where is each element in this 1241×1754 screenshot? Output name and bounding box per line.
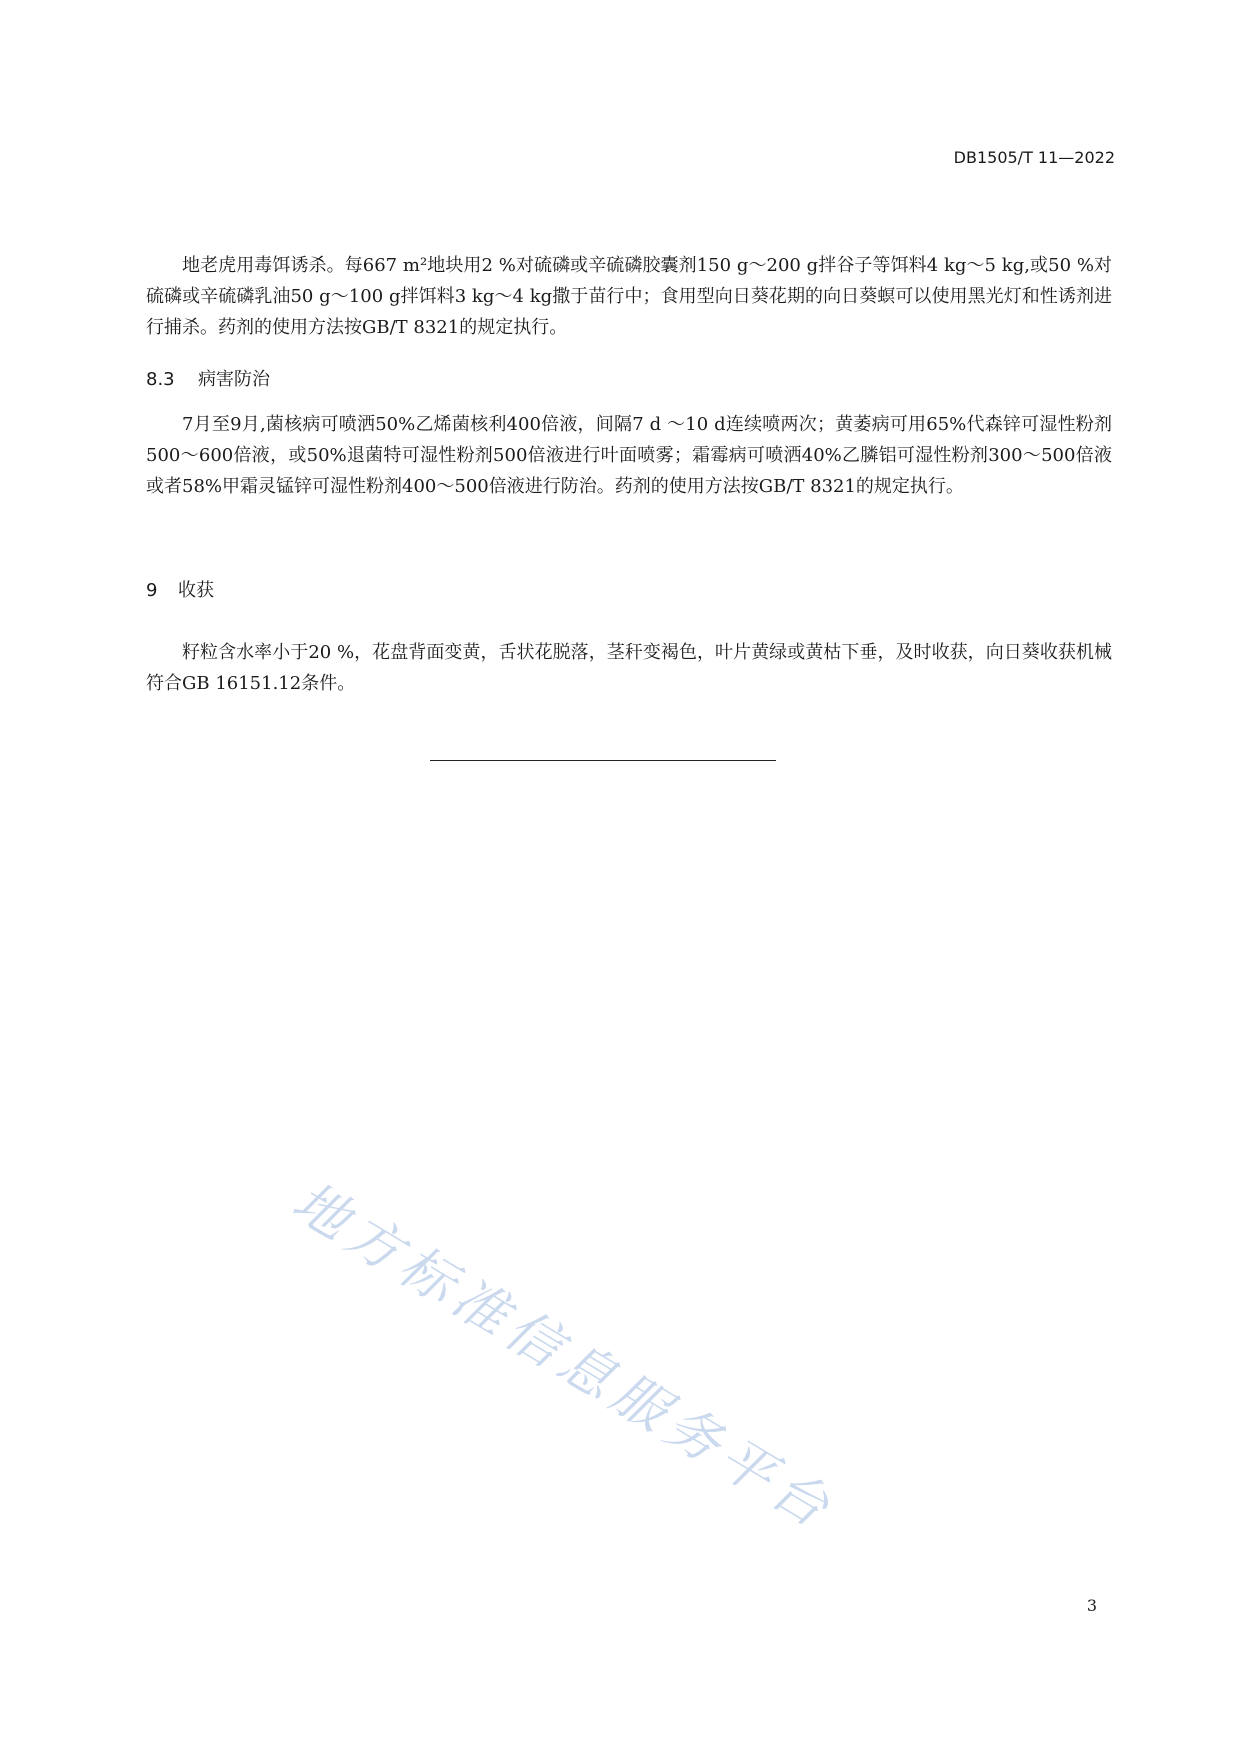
paragraph-cutworm-control: 地老虎用毒饵诱杀。每667 m²地块用2 %对硫磷或辛硫磷胶囊剂150 g～200 g拌谷子等饵料4 kg～5 kg,或50 %对硫磷或辛硫磷乳油50 g～100 g拌饵料3 kg～4 kg撒于苗行中；食用型向日葵花期的向日葵螟可以使用黑光灯和性诱剂进行捕杀。药剂的使用方法按GB/T 8321的规定执行。 (146, 255, 1112, 338)
paragraph-disease-control: 7月至9月,菌核病可喷洒50%乙烯菌核利400倍液，间隔7 d ～10 d连续喷两次；黄萎病可用65%代森锌可湿性粉剂500～600倍液，或50%退菌特可湿性粉剂500倍液进行叶面喷雾；霜霉病可喷洒40%乙膦铝可湿性粉剂300～500倍液或者58%甲霜灵锰锌可湿性粉剂400～500倍液进行防治。药剂的使用方法按GB/T 8321的规定执行。 (146, 414, 1112, 497)
end-rule (430, 760, 776, 761)
paragraph-harvest: 籽粒含水率小于20 %，花盘背面变黄，舌状花脱落，茎秆变褐色，叶片黄绿或黄枯下垂，及时收获，向日葵收获机械符合GB 16151.12条件。 (146, 642, 1112, 694)
section-heading-9 (146, 576, 214, 602)
page-number: 3 (1086, 1596, 1097, 1615)
standard-code: DB1505/T 11—2022 (953, 148, 1115, 167)
section-title: 收获 (178, 580, 214, 601)
section-number: 8.3 (146, 369, 175, 390)
watermark: 地方标准信息服务平台 (281, 1169, 846, 1543)
section-number: 9 (146, 580, 158, 601)
section-heading-8-3 (146, 365, 270, 391)
section-title: 病害防治 (198, 369, 270, 390)
